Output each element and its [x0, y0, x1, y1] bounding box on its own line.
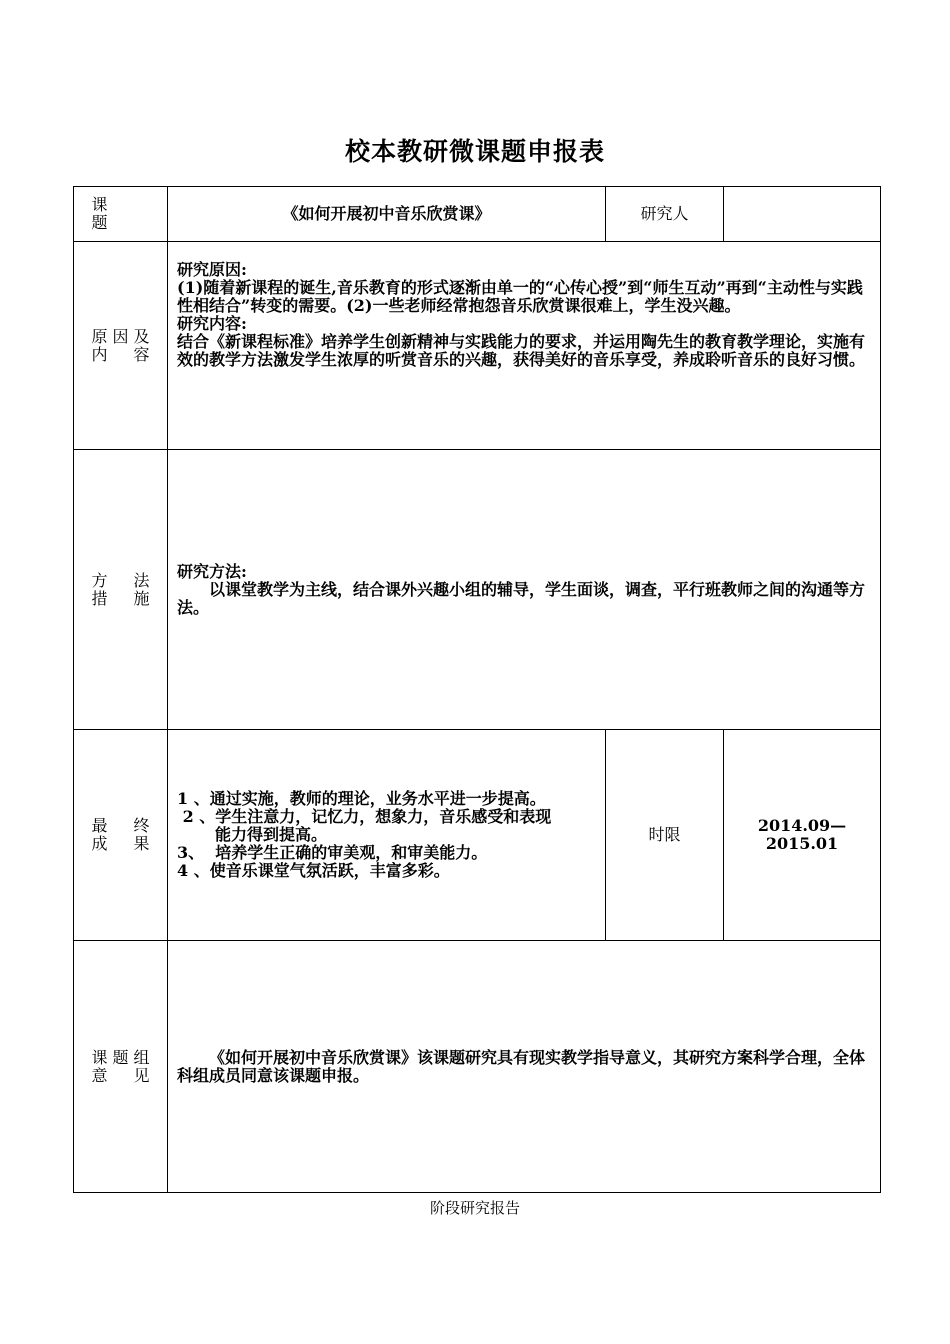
opinion-label-line2: 意 见	[91, 1065, 150, 1085]
reason-label-line1: 原因及	[91, 326, 150, 346]
reason-row	[74, 242, 881, 450]
footer-caption: 阶段研究报告	[429, 1199, 520, 1217]
result-item-2: 2 、学生注意力，记忆力，想象力，音乐感受和表现	[177, 807, 552, 826]
method-label-cell	[74, 450, 168, 730]
reason-heading: 研究原因:	[177, 260, 247, 279]
reason-label-cell	[74, 242, 168, 450]
page-title: 校本教研微课题申报表	[344, 137, 605, 166]
method-label-line2: 措 施	[91, 588, 150, 608]
opinion-text: 《如何开展初中音乐欣赏课》该课题研究具有现实教学指导意义，其研究方案科学合理，全体科组成员同意该课题申报。	[177, 1047, 866, 1085]
result-row	[74, 730, 881, 941]
result-label-line1: 最 终	[91, 816, 150, 835]
result-content	[168, 730, 606, 941]
reason-text: (1)随着新课程的诞生,音乐教育的形式逐渐由单一的“心传心授”到“师生互动”再到“主动性与实践性相结合”转变的需要。(2)一些老师经常抱怨音乐欣赏课很难上，学生没兴趣。	[177, 278, 863, 315]
method-label-line1: 方 法	[91, 570, 150, 590]
method-heading: 研究方法:	[177, 561, 247, 581]
topic-label-cell	[74, 187, 168, 242]
reason-content	[168, 242, 881, 450]
method-row	[74, 450, 881, 730]
topic-label: 课 题	[91, 195, 140, 232]
researcher-value	[724, 187, 881, 242]
result-item-3: 3、 培养学生正确的审美观，和审美能力。	[177, 843, 488, 862]
content-text: 结合《新课程标准》培养学生创新精神与实践能力的要求，并运用陶先生的教育教学理论，实施有效的教学方法激发学生浓厚的听赏音乐的兴趣，获得美好的音乐享受，养成聆听音乐的良好习惯。	[177, 332, 866, 369]
topic-value: 《如何开展初中音乐欣赏课》	[168, 187, 606, 242]
result-item-1: 1 、通过实施，教师的理论，业务水平进一步提高。	[177, 789, 546, 808]
result-label-line2: 成 果	[91, 834, 150, 853]
deadline-label: 时限	[606, 730, 724, 941]
researcher-label: 研究人	[606, 187, 724, 242]
deadline-end: 2015.01	[765, 834, 839, 853]
method-text: 以课堂教学为主线，结合课外兴趣小组的辅导，学生面谈，调查，平行班教师之间的沟通等方法。	[177, 579, 866, 617]
opinion-label-cell	[74, 941, 168, 1193]
topic-row	[74, 187, 881, 242]
opinion-label-line1: 课题组	[91, 1047, 150, 1067]
result-item-4: 4 、使音乐课堂气氛活跃，丰富多彩。	[177, 861, 450, 880]
deadline-value	[724, 730, 881, 941]
content-heading: 研究内容:	[177, 314, 247, 333]
method-content	[168, 450, 881, 730]
application-form-table	[73, 186, 881, 1193]
reason-label-line2: 内 容	[91, 344, 150, 364]
deadline-start: 2014.09—	[757, 816, 847, 835]
result-item-2-continued: 能力得到提高。	[215, 825, 328, 844]
result-label-cell	[74, 730, 168, 941]
opinion-content	[168, 941, 881, 1193]
opinion-row	[74, 941, 881, 1193]
